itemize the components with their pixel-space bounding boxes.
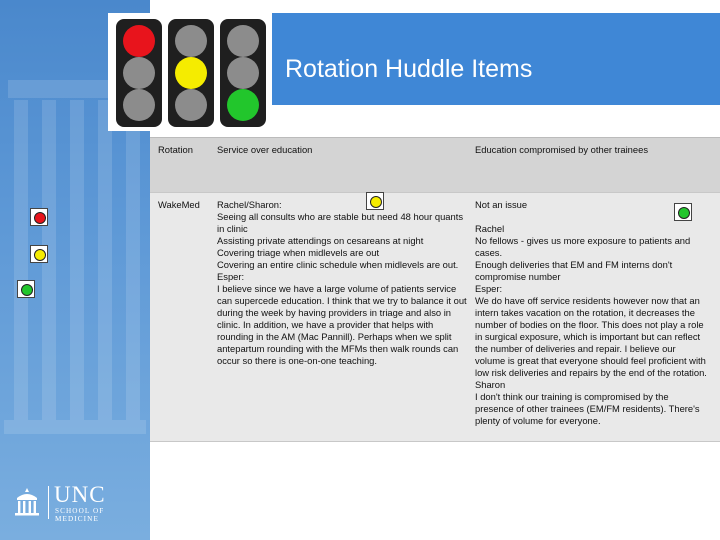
logo-divider <box>48 486 49 519</box>
table-header-row <box>150 137 720 193</box>
red-lamp <box>123 25 155 57</box>
header-education: Education compromised by other trainees <box>475 144 649 155</box>
yellow-dot-icon <box>34 249 46 261</box>
page-title: Rotation Huddle Items <box>285 55 533 83</box>
off-lamp <box>175 89 207 121</box>
off-lamp <box>123 57 155 89</box>
off-lamp <box>175 25 207 57</box>
legend-yellow <box>30 245 48 263</box>
old-well-icon <box>12 487 42 517</box>
traffic-lights-graphic <box>108 13 272 131</box>
green-dot-icon <box>21 284 33 296</box>
red-dot-icon <box>34 212 46 224</box>
off-lamp <box>123 89 155 121</box>
yellow-dot-icon <box>370 196 382 208</box>
traffic-light-red <box>116 19 162 127</box>
legend-green <box>17 280 35 298</box>
cell-rotation: WakeMed <box>158 199 200 210</box>
yellow-lamp <box>175 57 207 89</box>
cell-education: Not an issue Rachel No fellows - gives us more exposure to patients and cases. Enough deliveries that EM and FM interns don't compromise number Esper: We do have off service residents however now that an intern takes vacation on the rotation, it decreases the number of bodies on the floor. This does not play a role in surgical exposure, which is important but can reflect the number of deliveries and repair. I believe our volume is great that everyone should feel proficient with low risk deliveries and repairs by the end of the rotation. Sharon I don't think our training is compromised by the presence of other trainees (EM/FM residents). There's plenty of volume for everyone. <box>475 199 707 426</box>
education-status-indicator <box>674 203 692 221</box>
green-dot-icon <box>678 207 690 219</box>
traffic-light-yellow <box>168 19 214 127</box>
off-lamp <box>227 25 259 57</box>
service-status-indicator <box>366 192 384 210</box>
green-lamp <box>227 89 259 121</box>
logo-subtitle: SCHOOL OF MEDICINE <box>55 507 105 523</box>
legend-red <box>30 208 48 226</box>
table-row <box>150 192 720 442</box>
unc-logo <box>10 484 150 524</box>
logo-name: UNC <box>54 482 106 507</box>
header-service: Service over education <box>217 144 313 155</box>
traffic-light-green <box>220 19 266 127</box>
cell-service: Rachel/Sharon: Seeing all consults who are stable but need 48 hour quants in clinic Assisting private attendings on cesareans at night Covering triage when midlevels are out Covering an entire clinic schedule when midlevels are out. Esper: I believe since we have a large volume of patients service can supercede education. I think that we try to balance it out during the week by having providers in triage and also in clinic. In addition, we have a provider that helps with rounding in the AM (Mac Pannill). Perhaps when we split antepartum rounding with the MFMs then walk rounds can occur so there is one-on-one teaching. <box>217 199 467 366</box>
header-rotation: Rotation <box>158 144 193 155</box>
off-lamp <box>227 57 259 89</box>
